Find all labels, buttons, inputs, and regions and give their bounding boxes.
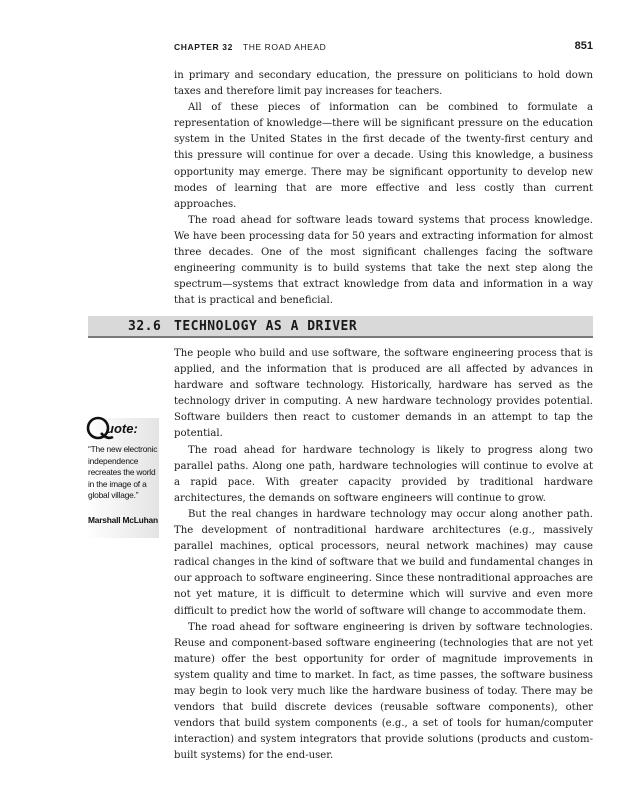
quote-letter: Q [85,414,86,415]
chapter-label: CHAPTER 32 [174,42,233,52]
section-text-block [174,346,593,764]
paragraph: But the real changes in hardware technology may occur along another path. The development of nontraditional hardware architectures (e.g., massively parallel machines, optical processors, neural network machines) may cause radical changes in the kind of software that we build and fundamental changes in our approach to software engineering. Since these nontraditional approaches are not yet mature, it is difficult to determine which will survive and even more difficult to predict how the world of software will change to accommodate them. [174,508,593,617]
section-heading-band [88,316,593,338]
running-head [174,42,593,56]
chapter-title: THE ROAD AHEAD [242,42,327,52]
section-title: TECHNOLOGY AS A DRIVER [174,319,358,334]
quote-author: Marshall McLuhan [88,515,158,525]
top-text-block [174,68,593,309]
margin-quote [85,414,159,538]
paragraph: The road ahead for hardware technology is likely to progress along two parallel paths. Along one path, hardware technologies will continue to evolve at a rapid pace. With greater capacity provided by traditional hardware architectures, the demands on software engineers will continue to grow. [174,444,593,504]
paragraph: in primary and secondary education, the pressure on politicians to hold down taxes and therefore limit pay increases for teachers. [174,70,593,98]
quote-text: “The new electronic independence recreates the world in the image of a global village.” [88,444,158,501]
paragraph: The road ahead for software engineering is driven by software technologies. Reuse and component-based software engineering (technologies that are not yet mature) offer the best opportunity for order of magnitude improvements in system quality and time to market. In fact, as time passes, the software business may begin to look very much like the hardware business of today. There may be vendors that build discrete devices (reusable software components), other vendors that build system components (e.g., a set of tools for human/computer interaction) and system integrators that provide solutions (products and custom-built systems) for the end-user. [174,621,593,762]
paragraph: All of these pieces of information can be combined to formulate a representation of knowledge—there will be significant pressure on the education system in the United States in the first decade of the twenty-first century and this pressure will continue for over a decade. Using this knowledge, a business opportunity may emerge. There may be significant opportunity to develop new modes of learning that are more effective and less costly than current approaches. [174,102,593,210]
quote-label: uote: [106,421,138,436]
section-number: 32.6 [128,319,162,334]
paragraph: The people who build and use software, the software engineering process that is applied, and the information that is produced are all affected by advances in hardware and software technology. Historically, hardware has served as the technology driver in computing. A new hardware technology provides potential. Software builders then react to customer demands in an attempt to tap the potential. [174,348,593,440]
paragraph: The road ahead for software leads toward systems that process knowledge. We have been processing data for 50 years and extracting information for almost three decades. One of the most significant challenges facing the software engineering community is to build systems that take the next step along the spectrum—systems that extract knowledge from data and information in a way that is practical and beneficial. [174,214,593,307]
page-number: 851 [574,40,593,52]
